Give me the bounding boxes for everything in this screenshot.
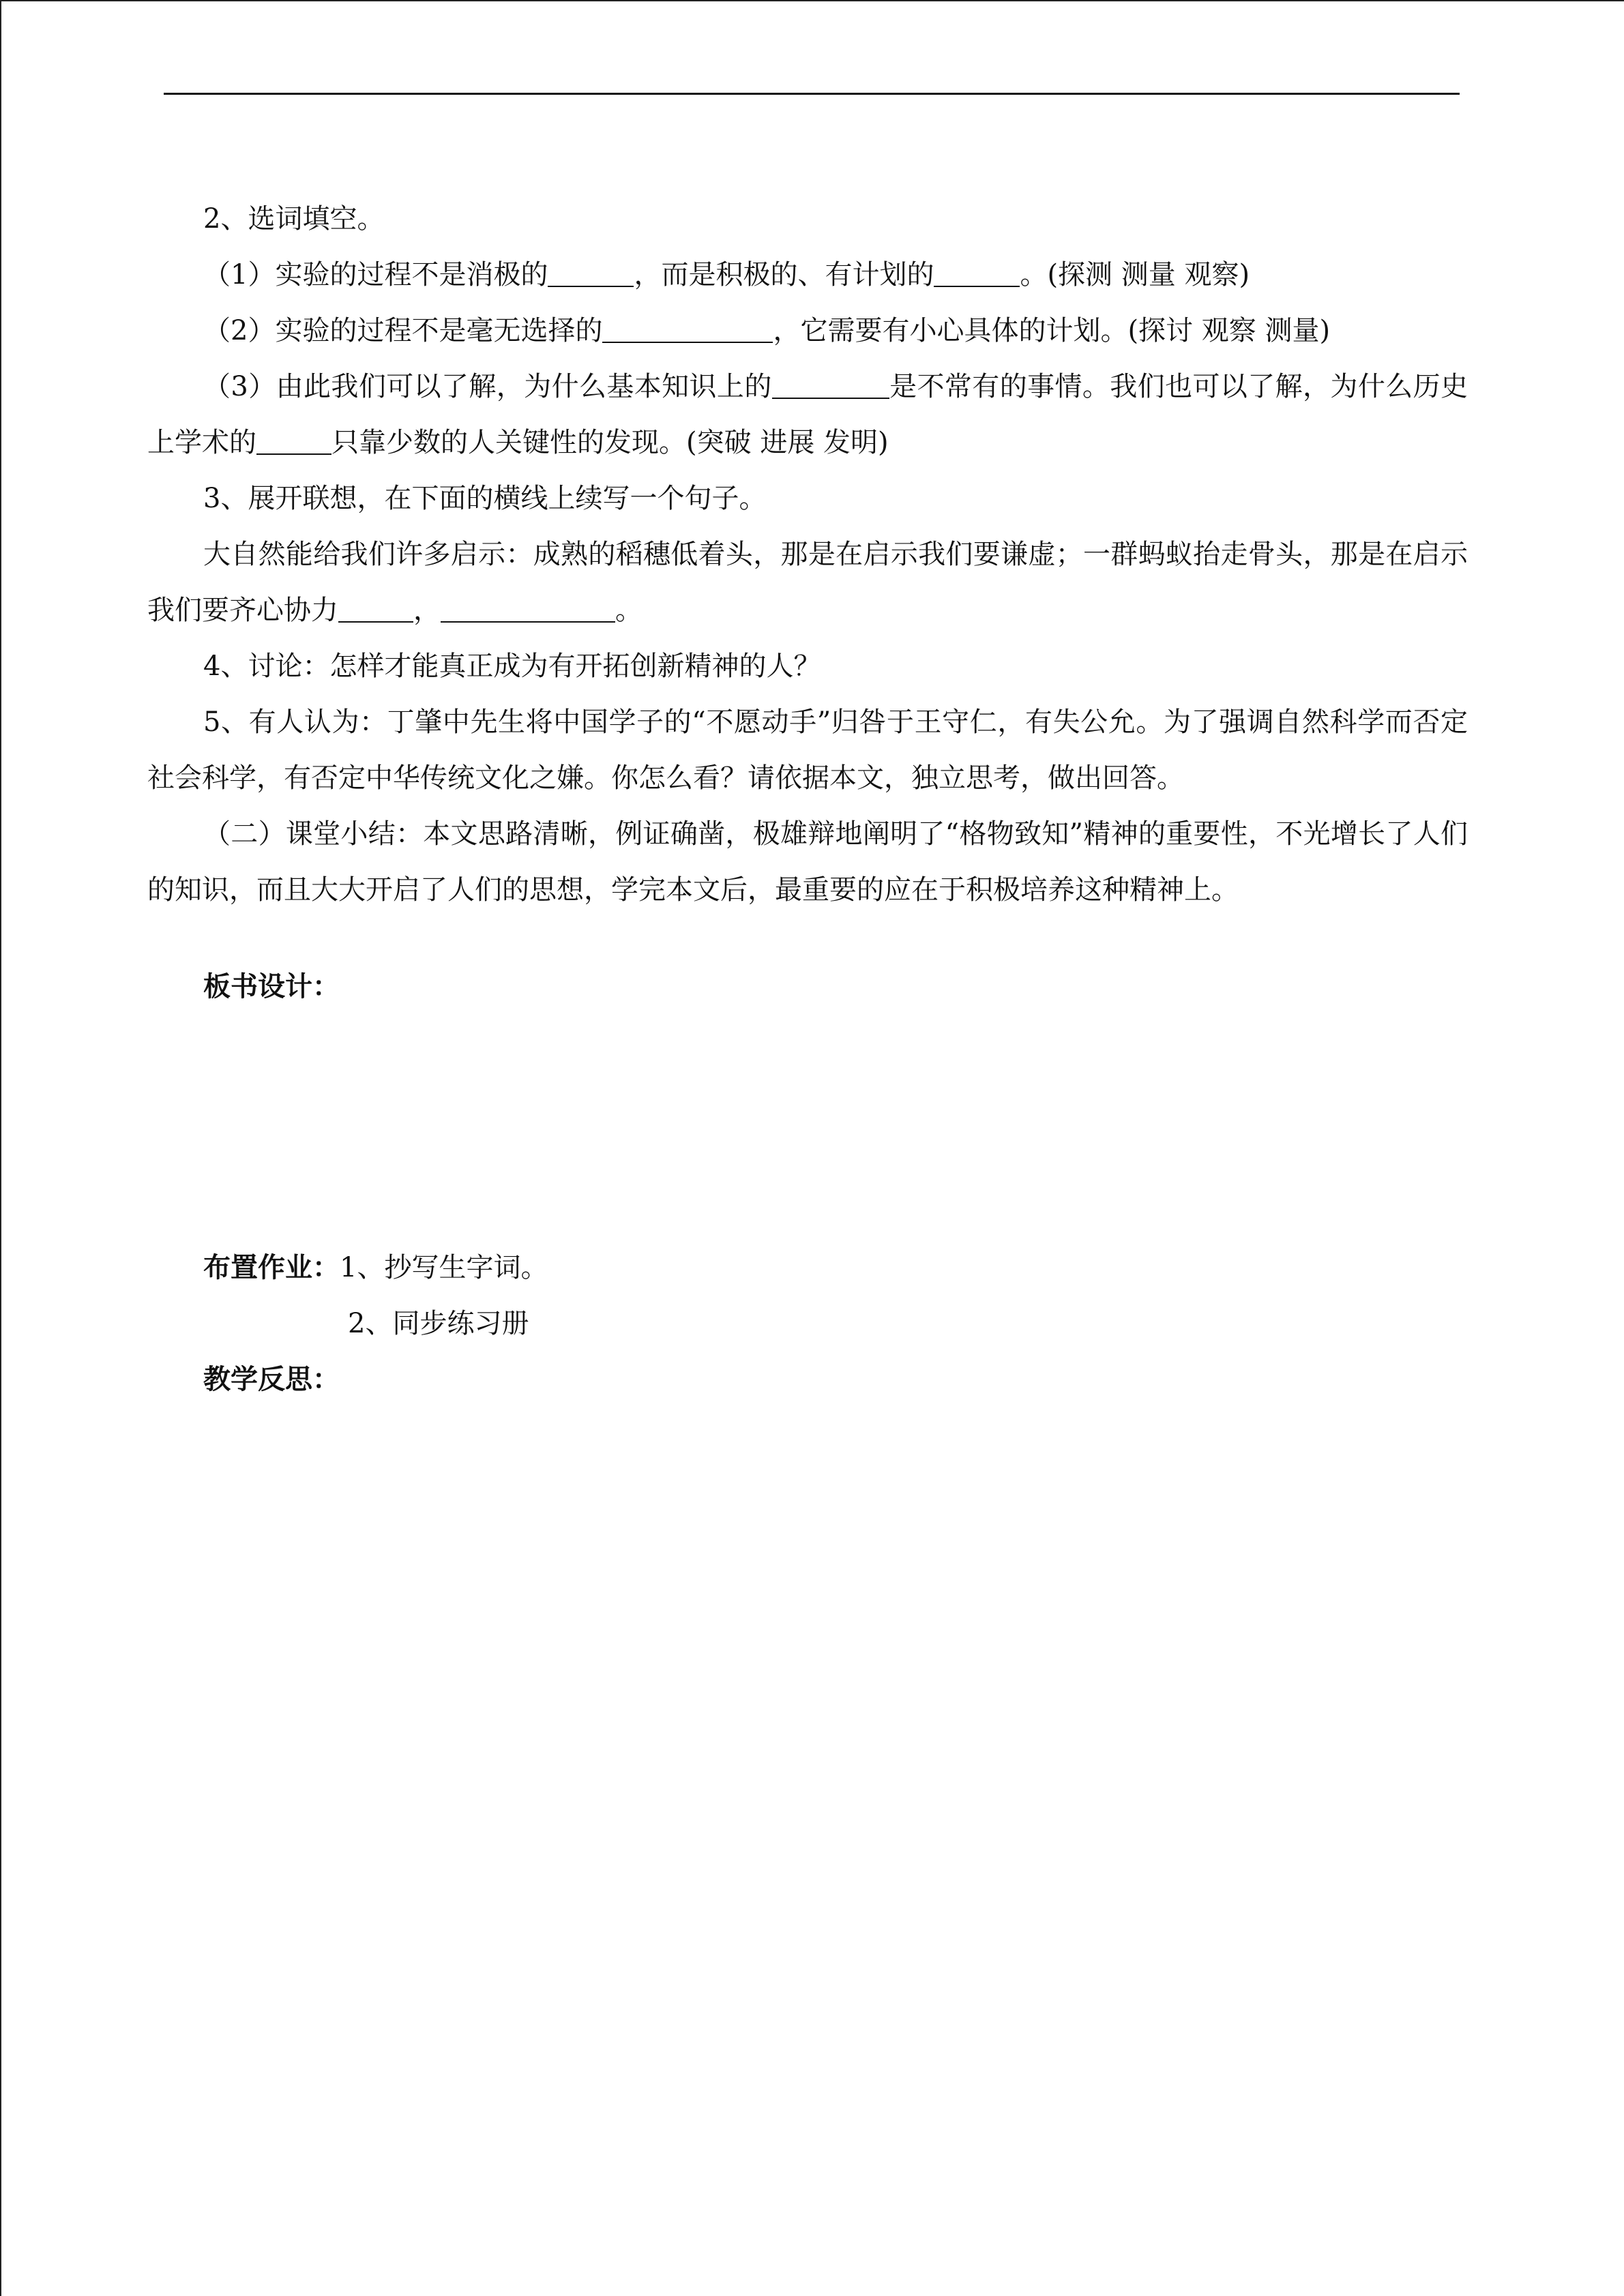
answer-blank[interactable] bbox=[934, 258, 1020, 287]
answer-blank[interactable] bbox=[338, 594, 413, 623]
ex3-text-a: 大自然能给我们许多启示：成熟的稻穗低着头，那是在启示我们要谦虚；一群蚂蚁抬走骨头，那是在启示我们要齐心协力 bbox=[147, 539, 1468, 626]
q1-text-a: （1）实验的过程不是消极的 bbox=[203, 259, 548, 290]
spacer bbox=[147, 918, 1468, 959]
exercise-3-title: 3、展开联想，在下面的横线上续写一个句子。 bbox=[203, 483, 767, 514]
answer-blank[interactable] bbox=[256, 426, 331, 455]
exercise-4: 4、讨论：怎样才能真正成为有开拓创新精神的人？ bbox=[203, 651, 821, 682]
q3-text-b: 是不常有的事情。我们也可以了解，为什么历史上学术的 bbox=[147, 371, 1468, 458]
exercise-2-question-3 bbox=[147, 359, 1468, 471]
homework-heading: 布置作业： bbox=[203, 1252, 340, 1283]
ex3-text-b: ， bbox=[413, 595, 441, 626]
answer-blank[interactable] bbox=[772, 370, 889, 399]
q1-text-b: ，而是积极的、有计划的 bbox=[634, 259, 934, 290]
exercise-2-question-1 bbox=[147, 247, 1468, 303]
board-design-heading: 板书设计： bbox=[203, 971, 340, 1002]
answer-blank[interactable] bbox=[441, 594, 615, 623]
answer-blank[interactable] bbox=[602, 314, 773, 343]
q2-text-b: ，它需要有小心具体的计划。(探讨 观察 测量) bbox=[773, 315, 1331, 346]
ex3-text-c: 。 bbox=[615, 595, 643, 626]
q1-text-c: 。(探测 测量 观察) bbox=[1020, 259, 1250, 290]
exercise-5: 5、有人认为：丁肇中先生将中国学子的“不愿动手”归咎于王守仁，有失公允。为了强调自然科学而否定社会科学，有否定中华传统文化之嫌。你怎么看？请依据本文，独立思考，做出回答。 bbox=[147, 706, 1468, 794]
q3-text-c: 只靠少数的人关键性的发现。(突破 进展 发明) bbox=[331, 427, 889, 458]
homework-item-2: 2、同步练习册 bbox=[348, 1308, 529, 1339]
exercise-2-question-2 bbox=[147, 303, 1468, 359]
q3-text-a: （3）由此我们可以了解，为什么基本知识上的 bbox=[203, 371, 772, 402]
homework-section bbox=[147, 1240, 1468, 1296]
q2-text-a: （2）实验的过程不是毫无选择的 bbox=[203, 315, 603, 346]
header-rule bbox=[164, 93, 1460, 95]
document-body bbox=[147, 191, 1468, 1407]
exercise-2-title: 2、选词填空。 bbox=[203, 203, 385, 235]
answer-blank[interactable] bbox=[548, 258, 634, 287]
exercise-3-prompt bbox=[147, 526, 1468, 638]
board-design-area bbox=[147, 1015, 1468, 1240]
homework-item-1: 1、抄写生字词。 bbox=[340, 1252, 548, 1283]
class-summary: （二）课堂小结：本文思路清晰，例证确凿，极雄辩地阐明了“格物致知”精神的重要性，不光增长了人们的知识，而且大大开启了人们的思想，学完本文后，最重要的应在于积极培养这种精神上。 bbox=[147, 818, 1468, 906]
reflection-heading: 教学反思： bbox=[203, 1364, 340, 1395]
